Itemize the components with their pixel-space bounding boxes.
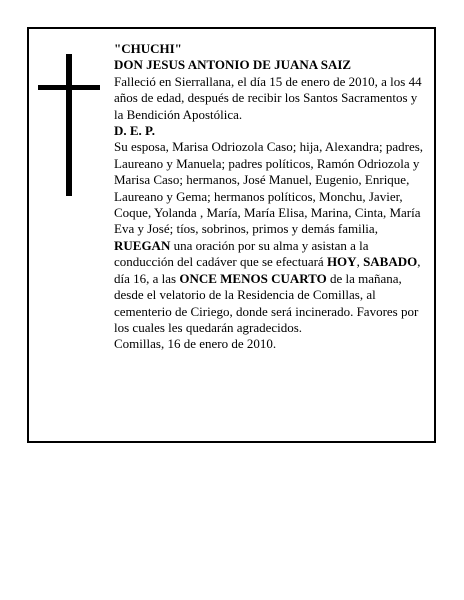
death-announcement: Falleció en Sierrallana, el día 15 de enero de 2010, a los 44 años de edad, después de recibir los Santos Sacramentos y la Bendición Apostólica. xyxy=(114,73,422,122)
request-text-part-three: de la mañana, desde el velatorio de la Residencia de Comillas, al cementerio de Ciriego, donde será incinerado. Favores por los cuales les quedarán agradecidos. xyxy=(114,270,419,335)
deceased-name: DON JESUS ANTONIO DE JUANA SAIZ xyxy=(114,57,352,73)
nickname: "CHUCHI" xyxy=(114,41,182,56)
cross-icon xyxy=(38,54,100,196)
today-label: HOY xyxy=(326,254,357,270)
rest-in-peace-abbreviation: D. E. P. xyxy=(114,123,156,139)
cross-horizontal-bar xyxy=(38,85,100,90)
funeral-request xyxy=(114,238,426,336)
place-and-date: Comillas, 16 de enero de 2010. xyxy=(114,336,277,352)
comma-separator: , xyxy=(356,254,360,270)
request-text-part-two: , día 16, a las xyxy=(114,254,421,286)
request-text-part-one: una oración por su alma y asistan a la conducción del cadáver que se efectuará xyxy=(114,237,369,270)
day-name: SABADO xyxy=(363,254,418,270)
family-list: Su esposa, Marisa Odriozola Caso; hija, Alexandra; padres, Laureano y Manuela; padres políticos, Ramón Odriozola y Marisa Caso; hermanos, José Manuel, Eugenio, Enrique, Laureano y Gema; hermanos políticos, Monchu, Javier, Coque, Yolanda , María, María Elisa, Marina, Cinta, María Eva y José; tíos, sobrinos, primos y demás familia, xyxy=(114,139,424,237)
cross-vertical-bar xyxy=(66,54,72,196)
request-lead: RUEGAN xyxy=(114,237,171,253)
funeral-time: ONCE MENOS CUARTO xyxy=(179,270,327,286)
obituary-text xyxy=(114,41,426,353)
